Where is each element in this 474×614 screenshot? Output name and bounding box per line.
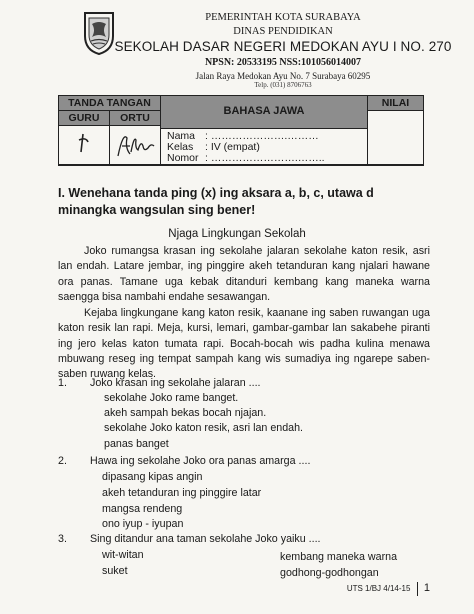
teacher-signature-icon <box>59 126 109 165</box>
header-address: Jalan Raya Medokan Ayu No. 7 Surabaya 60295 <box>195 71 371 81</box>
question-3-option[interactable]: suket <box>102 565 128 577</box>
class-label: Kelas <box>167 141 194 153</box>
teacher-header: GURU <box>58 110 110 126</box>
header-npsn-nss: NPSN: 20533195 NSS:101056014007 <box>204 57 362 68</box>
class-value: : IV (empat) <box>205 141 260 153</box>
number-value: : …………………….…….. <box>205 152 325 164</box>
name-label: Nama <box>167 130 196 142</box>
question-2-text: Hawa ing sekolahe Joko ora panas amarga .... <box>90 455 311 467</box>
header-government: PEMERINTAH KOTA SURABAYA <box>205 12 361 23</box>
article-title: Njaga Lingkungan Sekolah <box>168 228 306 240</box>
subject-header: BAHASA JAWA <box>160 95 368 129</box>
question-1-option[interactable]: akeh sampah bekas bocah njajan. <box>104 407 267 419</box>
question-2-option[interactable]: dipasang kipas angin <box>102 471 203 483</box>
signature-header: TANDA TANGAN <box>58 95 161 111</box>
score-table <box>58 95 424 165</box>
question-3-option[interactable]: kembang maneka warna <box>280 551 398 563</box>
question-3-option[interactable]: godhong-godhongan <box>280 567 379 579</box>
page-number: 1 <box>423 582 430 595</box>
score-header: NILAI <box>367 95 424 111</box>
header-phone: Telp. (031) 8706763 <box>254 81 312 89</box>
header-department: DINAS PENDIDIKAN <box>233 26 333 37</box>
parent-header: ORTU <box>109 110 161 126</box>
question-1-number: 1. <box>58 377 67 389</box>
question-3-option[interactable]: wit-witan <box>102 549 144 561</box>
name-value: : ………………….……… <box>205 130 319 142</box>
question-2-option[interactable]: akeh tetanduran ing pinggire latar <box>102 487 262 499</box>
section-instruction: I. Wenehana tanda ping (x) ing aksara a, b, c, utawa d minangka wangsulan sing bener! <box>58 186 374 217</box>
footer-code: UTS 1/BJ 4/14-15 <box>346 584 411 594</box>
question-3-text: Sing ditandur ana taman sekolahe Joko yaiku .... <box>90 533 321 545</box>
footer-divider <box>417 582 418 596</box>
question-1-option[interactable]: panas banget <box>104 438 169 450</box>
student-info-box <box>160 128 368 166</box>
question-1-text: Joko krasan ing sekolahe jalaran .... <box>90 377 261 389</box>
teacher-signature-box <box>58 125 110 166</box>
question-1-option[interactable]: sekolahe Joko rame banget. <box>104 392 239 404</box>
question-2-option[interactable]: ono iyup - iyupan <box>102 518 184 530</box>
page-footer <box>347 582 430 596</box>
question-2-option[interactable]: mangsa rendeng <box>102 503 183 515</box>
question-2-number: 2. <box>58 455 67 467</box>
question-1-option[interactable]: sekolahe Joko katon resik, asri lan endah. <box>104 422 304 434</box>
score-box <box>367 110 424 166</box>
article-paragraph-2: Kejaba lingkungane kang katon resik, kaanane ing saben ruwangan uga katon resik lan rapi. Meja, kursi, lemari, gambar-gambar lan sakabehe piranti ing jero kelas katon tumata rapi. Bocah-bocah wis padha kulina menawa mbuwang reseg ing tempat sampah kang wis sumadiya ing ngarepe saben-saben ruwang kelas. <box>58 307 430 381</box>
header-school-name: SEKOLAH DASAR NEGERI MEDOKAN AYU I NO. 270 <box>114 39 452 54</box>
number-label: Nomor <box>167 152 199 164</box>
question-3-number: 3. <box>58 533 67 545</box>
parent-signature-box <box>109 125 161 166</box>
parent-signature-icon <box>110 126 160 165</box>
article-paragraph-1: Joko rumangsa krasan ing sekolahe jalaran sekolahe katon resik, asri lan endah. Latare jembar, ing pinggire akeh tetanduran kang njalari hawane ora panas. Tamane uga kebak ditanduri kembang kang maneka warna saengga bisa nambahi endahe sesawangan. <box>58 245 430 303</box>
